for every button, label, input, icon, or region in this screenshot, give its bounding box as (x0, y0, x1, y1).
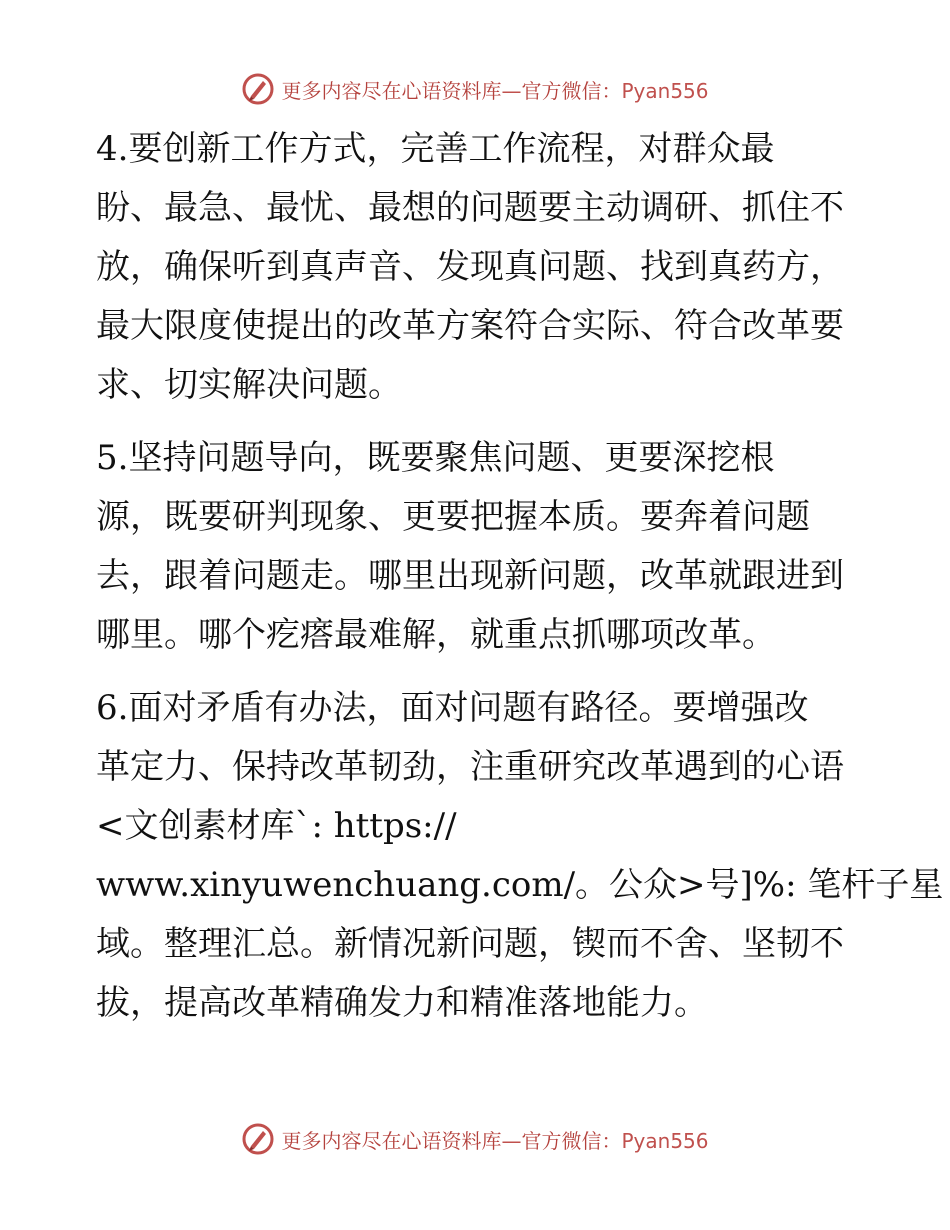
paragraph-3-line: 革定力、保持改革韧劲，注重研究改革遇到的心语 (96, 747, 844, 787)
paragraph-3-line: 拔，提高改革精确发力和精准落地能力。 (96, 983, 708, 1023)
header-banner-id: Pyan556 (621, 78, 709, 103)
paragraph-2-line: 去，跟着问题走。哪里出现新问题，改革就跟进到 (96, 556, 844, 596)
header-banner-dash: — (501, 78, 522, 103)
header-banner (0, 72, 950, 106)
quill-pen-logo-icon (241, 72, 275, 106)
paragraph-2-line: 源，既要研判现象、更要把握本质。要奔着问题 (96, 497, 810, 537)
paragraph-1-line: 最大限度使提出的改革方案符合实际、符合改革要 (96, 306, 844, 346)
paragraph-3-line: 域。整理汇总。新情况新问题，锲而不舍、坚韧不 (96, 924, 844, 964)
paragraph-3-line: 6.面对矛盾有办法，面对问题有路径。要增强改 (96, 688, 809, 728)
paragraph-1-line: 求、切实解决问题。 (96, 365, 402, 405)
footer-banner-label: 官方微信： (521, 1128, 622, 1153)
paragraph-2-line: 哪里。哪个疙瘩最难解，就重点抓哪项改革。 (96, 615, 776, 655)
paragraph-1-line: 盼、最急、最忧、最想的问题要主动调研、抓住不 (96, 188, 844, 228)
paragraph-2-line: 5.坚持问题导向，既要聚焦问题、更要深挖根 (96, 438, 775, 478)
footer-banner-title: 更多内容尽在心语资料库 (281, 1128, 502, 1153)
header-banner-label: 官方微信： (521, 78, 622, 103)
header-banner-title: 更多内容尽在心语资料库 (281, 78, 502, 103)
paragraph-2 (96, 429, 856, 665)
quill-pen-logo-icon (241, 1122, 275, 1156)
paragraph-3-line: <文创素材库`: https:// (96, 806, 457, 846)
paragraph-3 (96, 679, 944, 1033)
paragraph-1-line: 放，确保听到真声音、发现真问题、找到真药方， (96, 247, 844, 287)
header-banner-text (281, 75, 708, 104)
footer-banner-text (281, 1125, 708, 1154)
document-body (96, 120, 944, 1033)
footer-banner-id: Pyan556 (621, 1128, 709, 1153)
paragraph-3-line: www.xinyuwenchuang.com/。公众>号]%: 笔杆子星 (96, 865, 944, 905)
footer-banner-dash: — (501, 1128, 522, 1153)
paragraph-1-line: 4.要创新工作方式，完善工作流程，对群众最 (96, 129, 775, 169)
footer-banner (0, 1122, 950, 1156)
paragraph-1 (96, 120, 856, 415)
